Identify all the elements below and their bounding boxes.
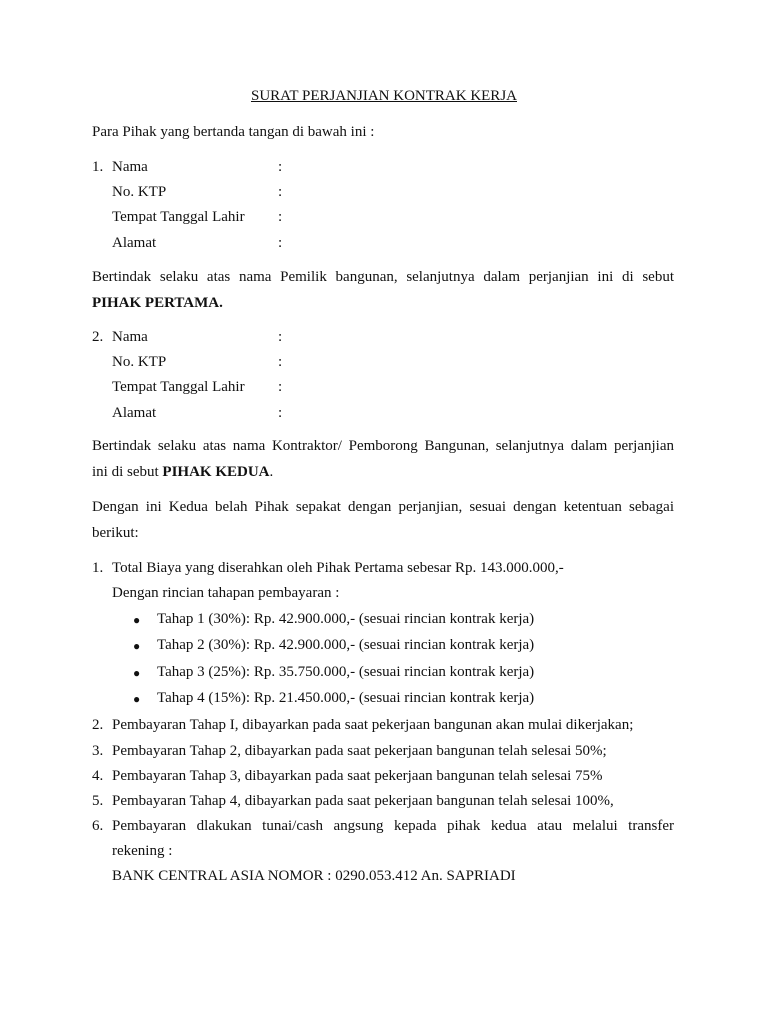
party1-label-alamat: Alamat (112, 235, 157, 251)
bank-account-info: BANK CENTRAL ASIA NOMOR : 0290.053.412 An. SAPRIADI (112, 868, 516, 884)
party2-label-ttl: Tempat Tanggal Lahir (112, 379, 245, 395)
party1-colon-alamat: : (278, 235, 283, 251)
term-6-text-line2: rekening : (112, 843, 173, 859)
payment-stage-3: Tahap 3 (25%): Rp. 35.750.000,- (sesuai rincian kontrak kerja) (157, 664, 535, 680)
intro-text: Para Pihak yang bertanda tangan di bawah ini : (92, 124, 375, 140)
party1-number: 1. (92, 159, 104, 175)
party2-label-nama: Nama (112, 329, 148, 345)
payment-stage-4: Tahap 4 (15%): Rp. 21.450.000,- (sesuai rincian kontrak kerja) (157, 690, 535, 706)
party1-label-ttl: Tempat Tanggal Lahir (112, 209, 245, 225)
party2-description-line2 (92, 465, 273, 480)
term-2-text: Pembayaran Tahap I, dibayarkan pada saat pekerjaan bangunan akan mulai dikerjakan; (112, 717, 634, 733)
document-title: SURAT PERJANJIAN KONTRAK KERJA (250, 88, 517, 104)
party2-desc-post: . (269, 464, 274, 480)
party1-description: Bertindak selaku atas nama Pemilik bangunan, selanjutnya dalam perjanjian ini di sebut (92, 269, 674, 285)
payment-stage-2: Tahap 2 (30%): Rp. 42.900.000,- (sesuai rincian kontrak kerja) (157, 637, 535, 653)
bullet-1: ● (133, 613, 141, 627)
term-1-subtitle: Dengan rincian tahapan pembayaran : (112, 585, 340, 601)
term-6-number: 6. (92, 818, 104, 834)
party2-colon-ttl: : (278, 379, 283, 395)
bullet-2: ● (133, 639, 141, 653)
agreement-text-line2: berikut: (92, 525, 139, 541)
party2-role: PIHAK KEDUA (162, 464, 270, 480)
party1-colon-ttl: : (278, 209, 283, 225)
term-3-number: 3. (92, 743, 104, 759)
payment-stage-1: Tahap 1 (30%): Rp. 42.900.000,- (sesuai rincian kontrak kerja) (157, 611, 535, 627)
party1-label-nama: Nama (112, 159, 148, 175)
party2-colon-alamat: : (278, 405, 283, 421)
party1-label-ktp: No. KTP (112, 184, 167, 200)
party2-label-ktp: No. KTP (112, 354, 167, 370)
party1-role: PIHAK PERTAMA. (92, 295, 223, 311)
party2-number: 2. (92, 329, 104, 345)
term-4-number: 4. (92, 768, 104, 784)
term-1-text: Total Biaya yang diserahkan oleh Pihak Pertama sebesar Rp. 143.000.000,- (112, 560, 564, 576)
term-6-text: Pembayaran dlakukan tunai/cash angsung kepada pihak kedua atau melalui transfer (112, 818, 674, 834)
party2-colon-nama: : (278, 329, 283, 345)
agreement-text: Dengan ini Kedua belah Pihak sepakat dengan perjanjian, sesuai dengan ketentuan sebagai (92, 499, 674, 515)
party2-colon-ktp: : (278, 354, 283, 370)
bullet-4: ● (133, 692, 141, 706)
party2-desc-pre: ini di sebut (92, 464, 163, 480)
term-5-text: Pembayaran Tahap 4, dibayarkan pada saat pekerjaan bangunan telah selesai 100%, (112, 793, 614, 809)
term-5-number: 5. (92, 793, 104, 809)
party2-description: Bertindak selaku atas nama Kontraktor/ Pemborong Bangunan, selanjutnya dalam perjanjian (92, 438, 674, 454)
bullet-3: ● (133, 666, 141, 680)
term-4-text: Pembayaran Tahap 3, dibayarkan pada saat pekerjaan bangunan telah selesai 75% (112, 768, 603, 784)
term-3-text: Pembayaran Tahap 2, dibayarkan pada saat pekerjaan bangunan telah selesai 50%; (112, 743, 607, 759)
term-1-number: 1. (92, 560, 104, 576)
party1-colon-nama: : (278, 159, 283, 175)
party2-label-alamat: Alamat (112, 405, 157, 421)
term-2-number: 2. (92, 717, 104, 733)
party1-colon-ktp: : (278, 184, 283, 200)
